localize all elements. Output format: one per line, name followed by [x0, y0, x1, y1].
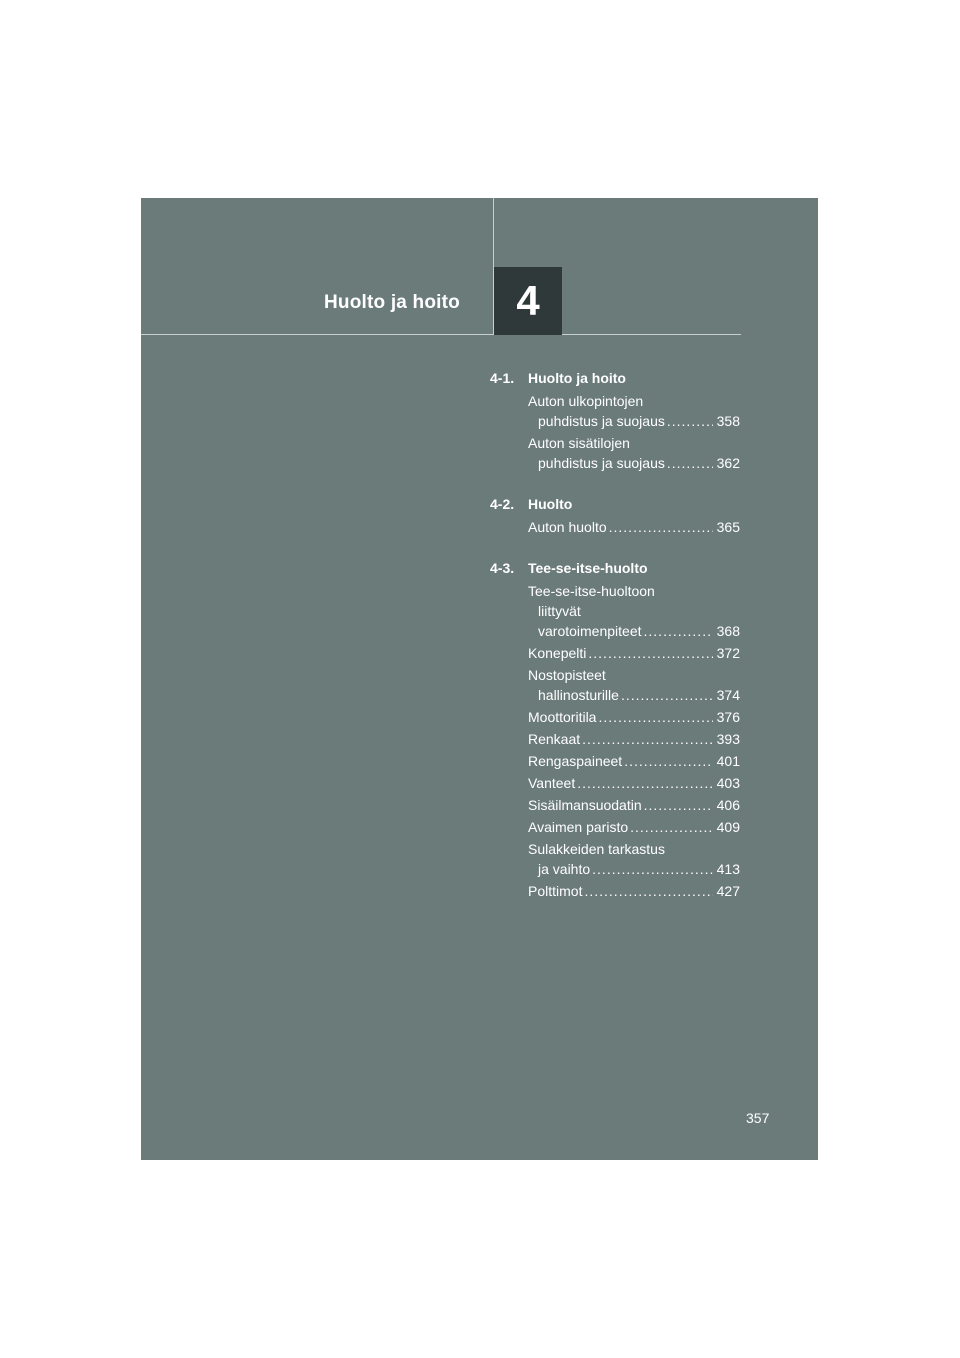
toc-leader-dots [667, 411, 713, 431]
toc-section [490, 368, 740, 473]
toc-leader-dots [588, 643, 712, 663]
toc-entry-page: 427 [716, 883, 740, 899]
toc-entry-page: 376 [716, 709, 740, 725]
toc-entry[interactable] [528, 517, 740, 537]
toc-entry[interactable] [528, 433, 740, 473]
toc-entry[interactable] [528, 795, 740, 815]
toc-entry-page: 362 [716, 455, 740, 471]
toc-entry-line [528, 881, 740, 901]
toc-entry-label: Vanteet [528, 775, 576, 791]
toc-entry-line [528, 751, 740, 771]
toc-entry-line [528, 453, 740, 473]
toc-leader-dots [609, 517, 713, 537]
toc-entry[interactable] [528, 751, 740, 771]
toc-entry-line [528, 859, 740, 879]
toc-entry-line [528, 643, 740, 663]
toc-entry-line [528, 817, 740, 837]
chapter-number-box [494, 267, 562, 335]
toc-entry[interactable] [528, 817, 740, 837]
toc-leader-dots [584, 881, 712, 901]
toc-entry-page: 401 [716, 753, 740, 769]
toc-entry-page: 393 [716, 731, 740, 747]
toc-entry-label: liittyvät [538, 603, 581, 619]
toc-entry[interactable] [528, 729, 740, 749]
toc-entry-line [528, 665, 740, 685]
toc-entry-label: Sisäilmansuodatin [528, 797, 642, 813]
toc-entry-line [528, 729, 740, 749]
toc-entry-label: puhdistus ja suojaus [538, 413, 665, 429]
toc-entry-label: Auton ulkopintojen [528, 393, 644, 409]
toc-entry-page: 403 [716, 775, 740, 791]
toc-entry-label: Moottoritila [528, 709, 597, 725]
toc-entry-label: Polttimot [528, 883, 583, 899]
table-of-contents [490, 368, 740, 922]
toc-entry-line [528, 621, 740, 641]
toc-entry-label: Sulakkeiden tarkastus [528, 841, 665, 857]
toc-entry-line [528, 411, 740, 431]
toc-entry-line [528, 795, 740, 815]
toc-section-number: 4-3. [490, 560, 515, 576]
toc-entry[interactable] [528, 707, 740, 727]
toc-leader-dots [598, 707, 712, 727]
toc-entry-page: 358 [716, 413, 740, 429]
toc-section-heading [490, 558, 740, 578]
toc-entry-label: Rengaspaineet [528, 753, 623, 769]
toc-leader-dots [621, 685, 713, 705]
toc-entry-line [528, 601, 740, 621]
toc-entry[interactable] [528, 881, 740, 901]
toc-entry[interactable] [528, 665, 740, 705]
toc-entry-page: 374 [716, 687, 740, 703]
toc-entry-line [528, 839, 740, 859]
toc-section-heading [490, 494, 740, 514]
toc-entry-page: 372 [716, 645, 740, 661]
toc-entry-label: Nostopisteet [528, 667, 606, 683]
toc-leader-dots [592, 859, 712, 879]
toc-leader-dots [582, 729, 712, 749]
toc-leader-dots [630, 817, 713, 837]
toc-section-heading [490, 368, 740, 388]
toc-entry-line [528, 581, 740, 601]
toc-leader-dots [577, 773, 712, 793]
chapter-number: 4 [516, 277, 540, 324]
toc-entry-page: 368 [716, 623, 740, 639]
toc-entry-line [528, 685, 740, 705]
toc-section [490, 558, 740, 901]
divider-horizontal [141, 334, 741, 335]
toc-section-title: Huolto ja hoito [528, 370, 626, 386]
toc-entry-page: 365 [716, 519, 740, 535]
chapter-title: Huolto ja hoito [324, 292, 460, 313]
toc-section [490, 494, 740, 537]
toc-entry-label: hallinosturille [538, 687, 619, 703]
toc-entry-label: Renkaat [528, 731, 581, 747]
page-number: 357 [746, 1110, 770, 1126]
toc-section-title: Huolto [528, 496, 573, 512]
toc-entry-label: puhdistus ja suojaus [538, 455, 665, 471]
toc-entry-line [528, 391, 740, 411]
toc-entry-line [528, 773, 740, 793]
toc-entry-page: 406 [716, 797, 740, 813]
toc-entry[interactable] [528, 581, 740, 641]
toc-entry[interactable] [528, 643, 740, 663]
toc-entry-label: Avaimen paristo [528, 819, 629, 835]
toc-entry-line [528, 433, 740, 453]
toc-leader-dots [624, 751, 712, 771]
toc-entry-line [528, 707, 740, 727]
toc-entry[interactable] [528, 839, 740, 879]
toc-entry-label: Auton sisätilojen [528, 435, 630, 451]
toc-entry-label: varotoimenpiteet [538, 623, 642, 639]
toc-entry-label: Tee-se-itse-huoltoon [528, 583, 655, 599]
toc-section-title: Tee-se-itse-huolto [528, 560, 648, 576]
toc-leader-dots [667, 453, 713, 473]
toc-entry-label: Auton huolto [528, 519, 607, 535]
toc-section-number: 4-1. [490, 370, 515, 386]
toc-leader-dots [644, 795, 713, 815]
toc-leader-dots [644, 621, 713, 641]
toc-entry-page: 409 [716, 819, 740, 835]
toc-entry-line [528, 517, 740, 537]
toc-entry-label: ja vaihto [538, 861, 591, 877]
toc-entry[interactable] [528, 773, 740, 793]
toc-entry-label: Konepelti [528, 645, 587, 661]
toc-entry-page: 413 [716, 861, 740, 877]
toc-section-number: 4-2. [490, 496, 515, 512]
toc-entry[interactable] [528, 391, 740, 431]
